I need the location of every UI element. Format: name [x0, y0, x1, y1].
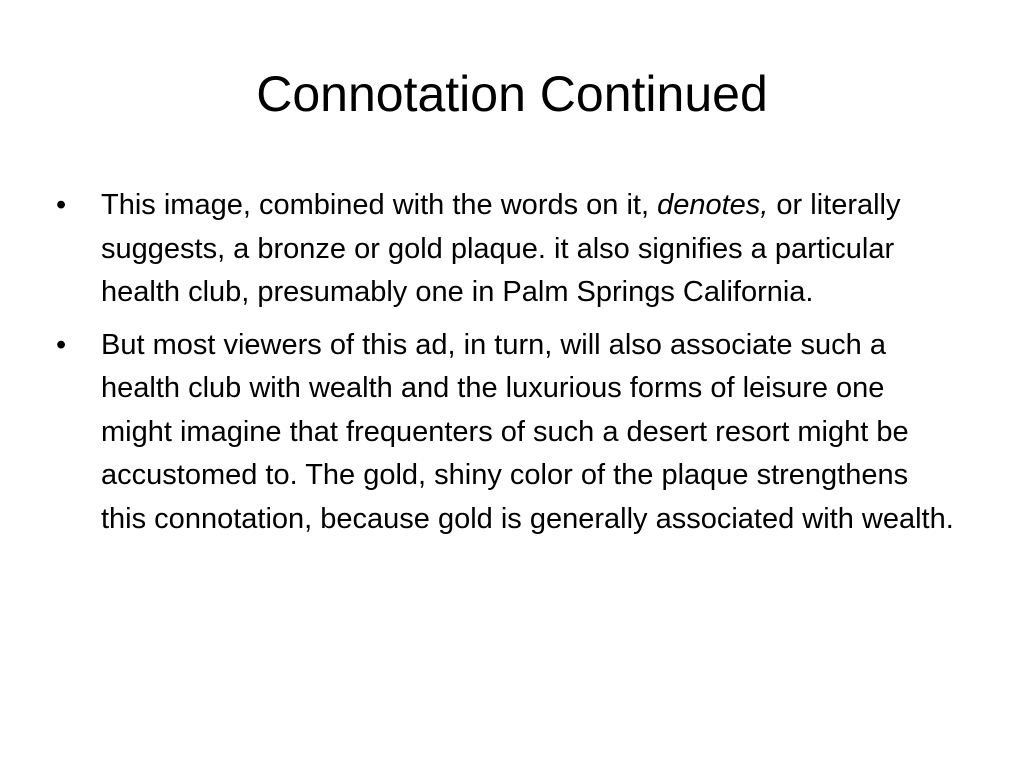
bullet-text-lead: This image, combined with the words on it, — [101, 189, 658, 221]
bullet-list — [56, 184, 956, 550]
bullet-item — [56, 324, 956, 542]
bullet-icon: • — [56, 189, 67, 221]
bullet-text-rest: or literally suggests, a bronze or gold plaque. it also signifies a particular health club, presumably one in Palm Springs California. — [101, 189, 901, 308]
bullet-item — [56, 184, 956, 315]
bullet-text: But most viewers of this ad, in turn, will also associate such a health club with wealth and the luxurious forms of leisure one might imagine that frequenters of such a desert resort might be accustomed to. The gold, shiny color of the plaque strengthens this connotation, because gold is generally associated with wealth. — [101, 328, 954, 535]
slide-title: Connotation Continued — [256, 66, 768, 122]
bullet-icon: • — [56, 328, 67, 361]
bullet-text-emphasis: denotes, — [657, 189, 769, 221]
